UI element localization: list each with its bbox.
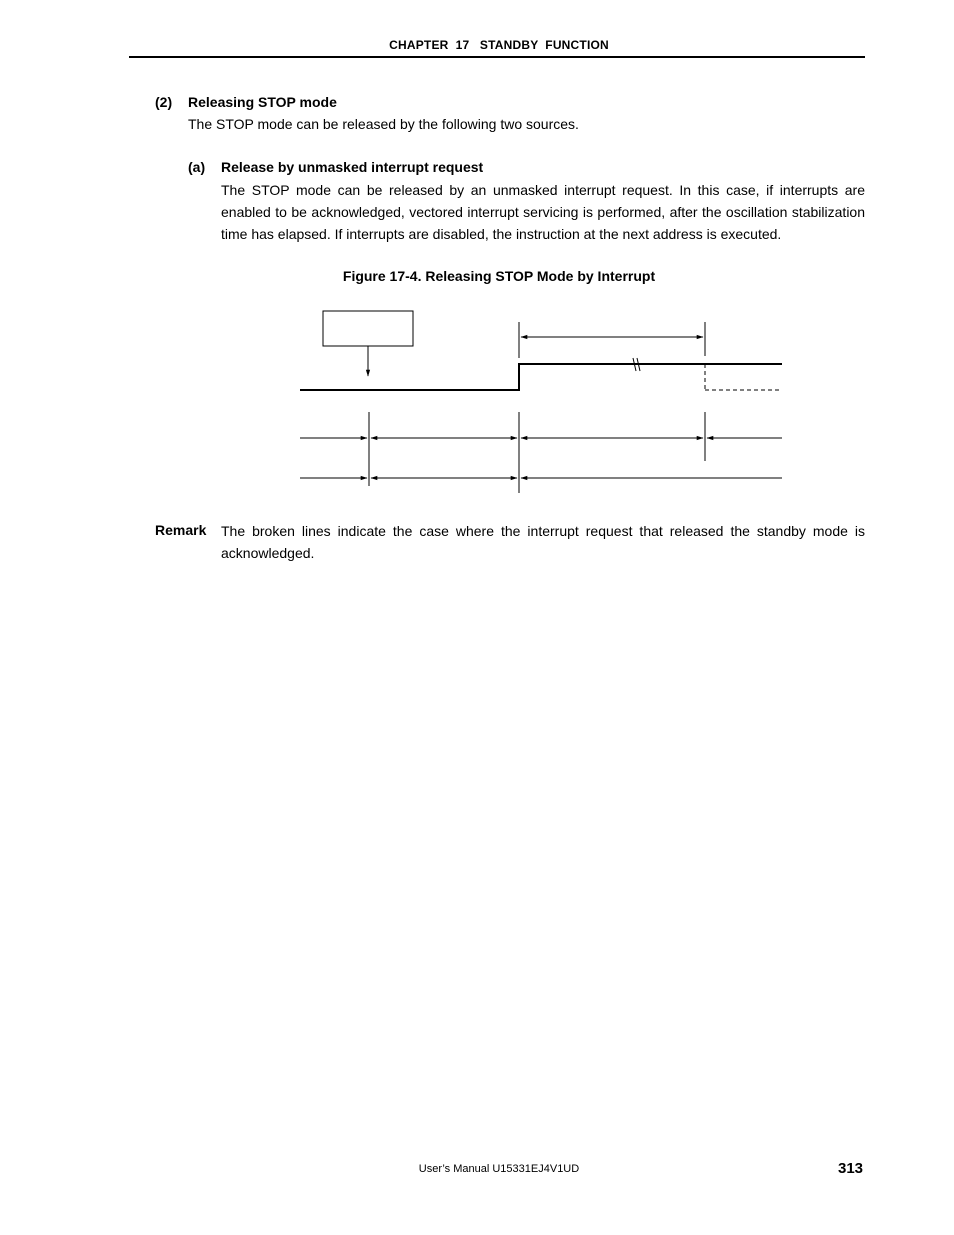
subsection-number: (a) [188, 159, 206, 175]
signal-waveform [300, 364, 782, 390]
section-text: The STOP mode can be released by the following two sources. [188, 116, 579, 132]
timing-diagram [290, 300, 790, 500]
figure-title: Figure 17-4. Releasing STOP Mode by Interrupt [342, 268, 656, 284]
page-number: 313 [838, 1160, 864, 1177]
section-title: Releasing STOP mode [188, 94, 337, 110]
section-number: (2) [155, 94, 173, 110]
remark-text: The broken lines indicate the case where the interrupt request that released the standby mode is acknowledged. [221, 523, 865, 561]
header-rule [129, 56, 865, 58]
chapter-header: CHAPTER 17 STANDBY FUNCTION [389, 38, 609, 52]
subsection-title: Release by unmasked interrupt request [221, 159, 484, 175]
footer-manual: User’s Manual U15331EJ4V1UD [418, 1163, 580, 1175]
subsection-paragraph: The STOP mode can be released by an unmasked interrupt request. In this case, if interrupts are enabled to be acknowledged, vectored interrupt servicing is performed, after the oscillation stabilization time has elapsed. If interrupts are disabled, the instruction at the next address is executed. [221, 182, 865, 242]
remark-label: Remark [155, 522, 207, 538]
interrupt-request-box [323, 311, 413, 346]
